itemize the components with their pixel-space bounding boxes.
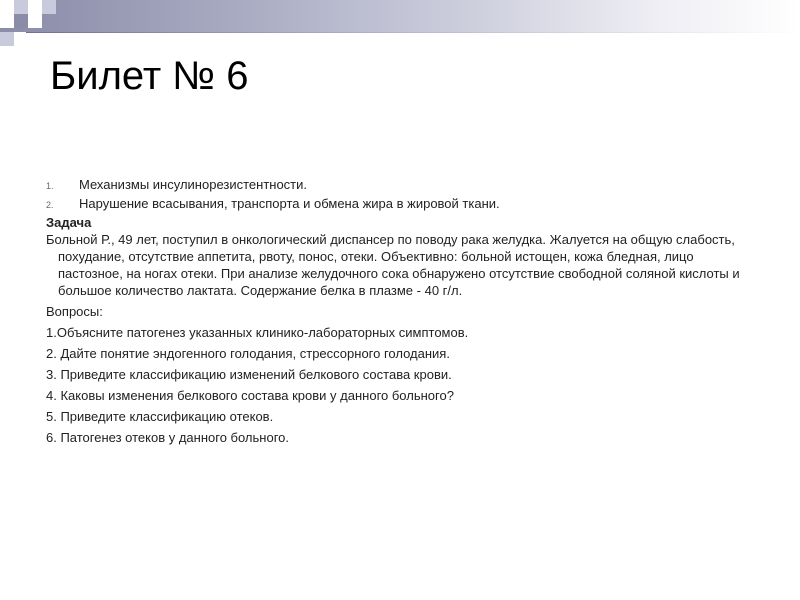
question-item: 4. Каковы изменения белкового состава крови у данного больного? [46,388,454,403]
decor-square [14,14,28,28]
list-item-text: Нарушение всасывания, транспорта и обмена жира в жировой ткани. [79,196,500,211]
decor-square [28,14,42,28]
decor-square [42,0,56,14]
question-item: 5. Приведите классификацию отеков. [46,409,274,424]
decor-square [14,32,26,42]
slide-content [46,176,756,450]
list-number: 1. [46,181,54,191]
header-gradient-band [0,0,800,32]
decor-square [0,14,14,28]
case-description: Больной Р., 49 лет, поступил в онкологический диспансер по поводу рака желудка. Жалуется на общую слабость, похудание, отсутствие аппетита, рвоту, понос, отеки. Объективно: больной истощен, кожа бледная, лицо пастозное, на ногах отеки. При анализе желудочного сока обнаружено отсутствие свободной соляной кислоты и большое количество лактата. Содержание белка в плазме - 40 г/л. [46,232,740,298]
question-item: 3. Приведите классификацию изменений белкового состава крови. [46,367,452,382]
question-item: 1.Объясните патогенез указанных клинико-лабораторных симптомов. [46,325,469,340]
question-item: 6. Патогенез отеков у данного больного. [46,430,289,445]
decor-square [0,0,14,14]
slide-title: Билет № 6 [50,54,249,98]
task-heading: Задача [46,215,92,230]
decor-square [0,32,14,46]
list-item-text: Механизмы инсулинорезистентности. [79,177,308,192]
questions-heading: Вопросы: [46,304,103,319]
header-divider [0,32,800,33]
decor-square [14,0,28,14]
list-item [46,195,756,212]
question-item: 2. Дайте понятие эндогенного голодания, стрессорного голодания. [46,346,450,361]
decor-square [28,0,42,14]
list-item [46,176,756,193]
list-number: 2. [46,200,54,210]
